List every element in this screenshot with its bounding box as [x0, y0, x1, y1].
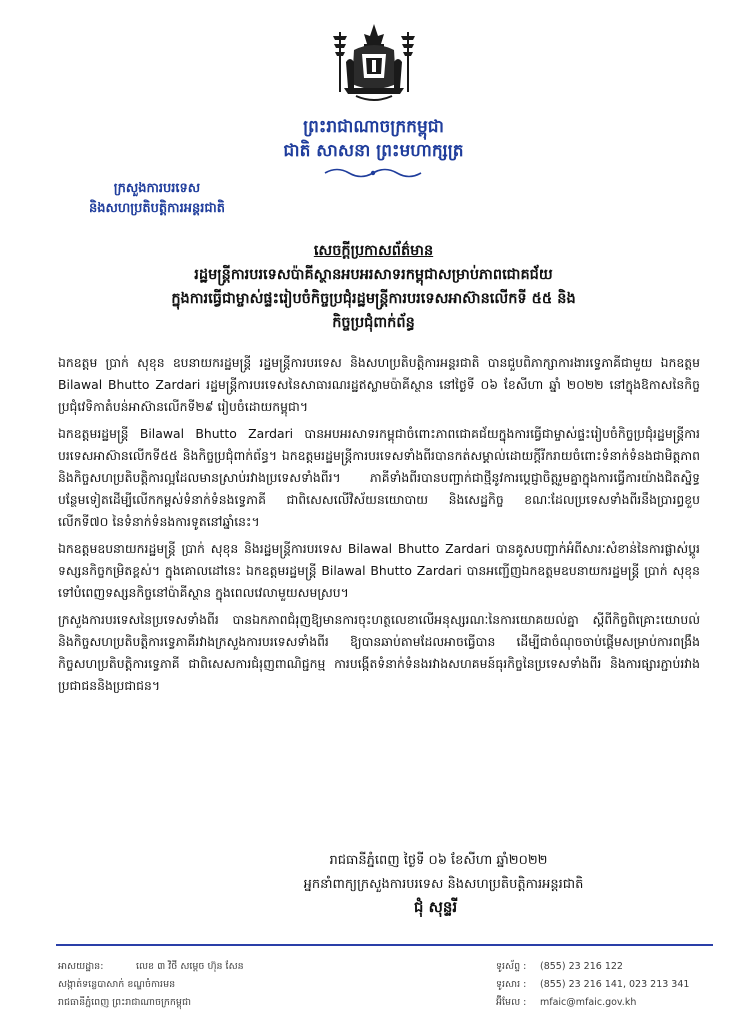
- address-value: លេខ ៣ វិថី សម្តេច ហ៊ុន សែន: [136, 961, 244, 972]
- spokesperson-title: អ្នកនាំពាក្យក្រសួងការបរទេស និងសហប្រតិបត្តិការអន្តរជាតិ: [303, 877, 584, 892]
- address-label: អាសយដ្ឋាន:: [58, 961, 104, 972]
- paragraph: ឯកឧត្តម ប្រាក់ សុខុន ឧបនាយករដ្ឋមន្ត្រី រដ្ឋមន្ត្រីការបរទេស និងសហប្រតិបត្តិការអន្តរជាតិ បានជួបពិភាក្សាការងារទ្វេភាគីជាមួយ ឯកឧត្តម Bilawal Bhutto Zardari រដ្ឋមន្ត្រីការបរទេសនៃសាធារណរដ្ឋឥស្លាមប៉ាគីស្ថាន នៅថ្ងៃទី ០៦ ខែសីហា ឆ្នាំ ២០២២ នៅក្នុងឱកាសនៃកិច្ចប្រជុំវេទិកាតំបន់អាស៊ានលើកទី២៩ រៀបចំដោយកម្ពុជា។: [58, 355, 700, 414]
- signatory-name: ជុំ សុន្ទរី: [413, 898, 458, 916]
- kingdom-title: ព្រះរាជាណាចក្រកម្ពុជា: [303, 117, 444, 137]
- document-titles: [40, 240, 707, 336]
- headline-line-2: ក្នុងការធ្វើជាម្ចាស់ផ្ទះរៀបចំកិច្ចប្រជុំរដ្ឋមន្ត្រីការបរទេសអាស៊ានលើកទី ៥៥ និង: [171, 290, 576, 307]
- ministry-name: ក្រសួងការបរទេស: [113, 181, 201, 196]
- document-body: [58, 352, 700, 702]
- national-motto: ជាតិ សាសនា ព្រះមហាក្សត្រ: [283, 141, 464, 161]
- ministry-name-line2: និងសហប្រតិបត្តិការអន្តរជាតិ: [89, 201, 225, 216]
- fax-label: ទូរសារ :: [496, 979, 527, 990]
- address-line-2: សង្កាត់ទន្លេបាសាក់ ខណ្ឌចំការមន: [58, 979, 176, 990]
- paragraph: ឯកឧត្តមឧបនាយករដ្ឋមន្ត្រី ប្រាក់ សុខុន និងរដ្ឋមន្ត្រីការបរទេស Bilawal Bhutto Zardari បានគូសបញ្ជាក់អំពីសារៈសំខាន់នៃការផ្លាស់ប្តូរទស្សនកិច្ចកម្រិតខ្ពស់។ ក្នុងគោលដៅនេះ ឯកឧត្តមរដ្ឋមន្ត្រី Bilawal Bhutto Zardari បានអញ្ជើញឯកឧត្តមឧបនាយករដ្ឋមន្ត្រី ប្រាក់ សុខុន ទៅបំពេញទស្សនកិច្ចនៅប៉ាគីស្ថាន ក្នុងពេលវេលាមួយសមស្រប។: [58, 541, 700, 600]
- address-line-3: រាជធានីភ្នំពេញ ព្រះរាជាណាចក្រកម្ពុជា: [58, 997, 191, 1008]
- email-link[interactable]: mfaic@mfaic.gov.kh: [540, 997, 637, 1008]
- email-label: អ៊ីមែល :: [496, 997, 527, 1008]
- headline-line-3: កិច្ចប្រជុំពាក់ព័ន្ធ: [332, 314, 415, 331]
- press-release-heading: សេចក្តីប្រកាសព័ត៌មាន: [313, 242, 434, 259]
- paragraph: ឯកឧត្តមរដ្ឋមន្ត្រី Bilawal Bhutto Zardari បានអបអរសាទរកម្ពុជាចំពោះភាពជោគជ័យក្នុងការធ្វើជាម្ចាស់ផ្ទះរៀបចំកិច្ចប្រជុំរដ្ឋមន្ត្រីការបរទេសអាស៊ានលើកទី៥៥ និងកិច្ចប្រជុំពាក់ព័ន្ធ។ ឯកឧត្តមរដ្ឋមន្ត្រីការបរទេសទាំងពីរបានកត់សម្គាល់ដោយក្តីរីករាយចំពោះទំនាក់ទំនងជាមិត្តភាព និងកិច្ចសហប្រតិបត្តិការល្អដែលមានស្រាប់រវាងប្រទេសទាំងពីរ។ ភាគីទាំងពីរបានបញ្ជាក់ជាថ្មីនូវការប្តេជ្ញាចិត្តរួមគ្នាក្នុងការធ្វើការយ៉ាងជិតស្និទ្ធបន្ថែមទៀតដើម្បីលើកកម្ពស់ទំនាក់ទំនងទ្វេភាគី ជាពិសេសលើវិស័យនយោបាយ និងសេដ្ឋកិច្ច ខណៈដែលប្រទេសទាំងពីរនឹងប្រារព្ធខួបលើកទី៧០ នៃទំនាក់ទំនងការទូតនៅឆ្នាំនេះ។: [58, 426, 700, 529]
- phone-label: ទូរស័ព្ទ :: [496, 961, 527, 972]
- headline-line-1: រដ្ឋមន្ត្រីការបរទេសប៉ាគីស្ថានអបអរសាទរកម្ពុជាសម្រាប់ភាពជោគជ័យ: [194, 266, 553, 283]
- paragraph: ក្រសួងការបរទេសនៃប្រទេសទាំងពីរ បានឯកភាពជំរុញឱ្យមានការចុះហត្ថលេខាលើអនុស្សរណៈនៃការយោគយល់គ្នា ស្តីពីកិច្ចពិគ្រោះយោបល់ និងកិច្ចសហប្រតិបត្តិការទ្វេភាគីរវាងក្រសួងការបរទេសទាំងពីរ ឱ្យបានឆាប់តាមដែលអាចធ្វើបាន ដើម្បីជាចំណុចចាប់ផ្តើមសម្រាប់ការពង្រឹងកិច្ចសហប្រតិបត្តិការទ្វេភាគី ជាពិសេសការជំរុញពាណិជ្ជកម្ម ការបង្កើតទំនាក់ទំនងរវាងសហគមន៍ធុរកិច្ចនៃប្រទេសទាំងពីរ និងការផ្សារភ្ជាប់រវាងប្រជាជននិងប្រជាជន។: [58, 612, 700, 693]
- ornament-divider-icon: [323, 166, 423, 180]
- phone-value: (855) 23 216 122: [540, 961, 623, 972]
- footer-contacts: [496, 958, 689, 1012]
- footer-address: [58, 958, 244, 1012]
- footer-divider: [56, 944, 713, 946]
- royal-coat-of-arms-icon: [326, 22, 422, 106]
- fax-value: (855) 23 216 141, 023 213 341: [540, 979, 690, 990]
- date-line: រាជធានីភ្នំពេញ ថ្ងៃទី ០៦ ខែសីហា ឆ្នាំ២០២២: [329, 853, 548, 868]
